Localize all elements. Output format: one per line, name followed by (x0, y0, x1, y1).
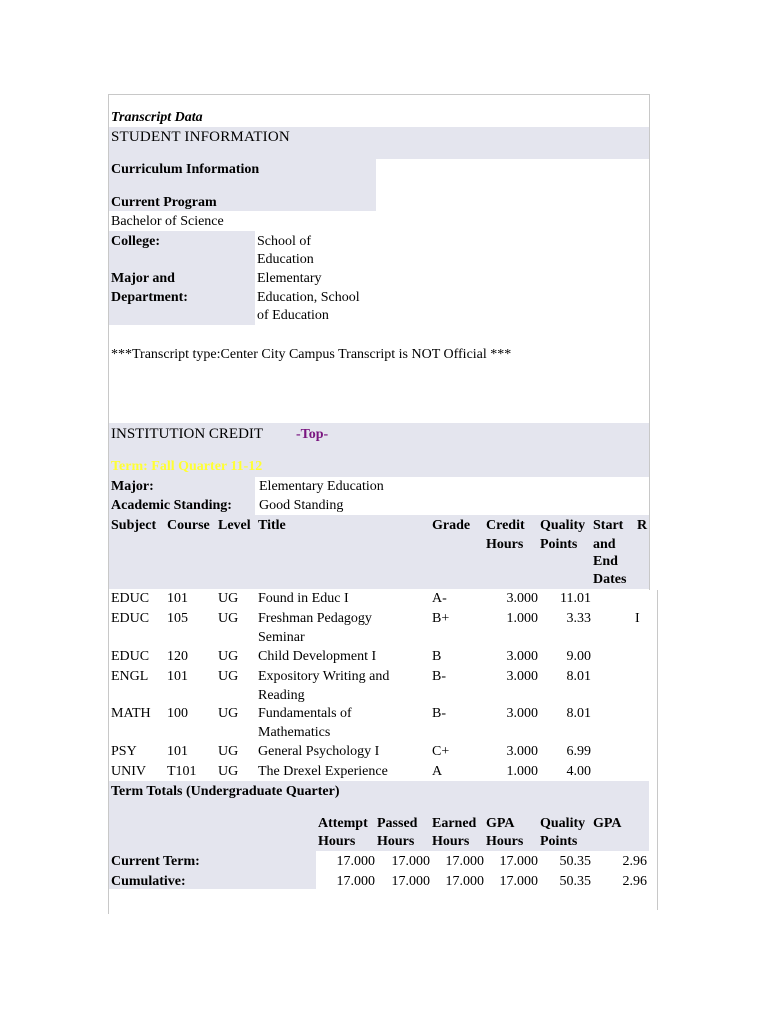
student-info-label: STUDENT INFORMATION (111, 129, 290, 145)
cell-title: Expository Writing and (258, 669, 390, 684)
col-quality-line2: Points (540, 537, 578, 552)
totals-col-quality-1: Quality (540, 816, 586, 831)
cell-title: The Drexel Experience (258, 764, 388, 779)
totals-col-attempt-2: Hours (318, 834, 356, 849)
cell-gpa: 2.96 (622, 874, 647, 889)
cell-credit: 3.000 (506, 669, 538, 684)
cell-course: T101 (167, 764, 197, 779)
cell-points: 3.33 (566, 611, 591, 626)
col-course: Course (167, 518, 210, 533)
cell-course: 101 (167, 744, 188, 759)
col-subject: Subject (111, 518, 157, 533)
cell-grade: B- (432, 706, 446, 721)
page-title: Transcript Data (111, 110, 203, 125)
cell-level: UG (218, 706, 239, 721)
totals-heading: Term Totals (Undergraduate Quarter) (111, 784, 340, 799)
col-level: Level (218, 518, 251, 533)
cell-subject: EDUC (111, 611, 150, 626)
major-value-line1: Elementary (257, 271, 322, 286)
term-major-value: Elementary Education (259, 479, 384, 494)
totals-row-label: Cumulative: (111, 874, 186, 889)
college-value-line1: School of (257, 234, 312, 249)
cell-points: 9.00 (566, 649, 591, 664)
cell-subject: UNIV (111, 764, 146, 779)
cell-level: UG (218, 744, 239, 759)
cell-points: 11.01 (560, 591, 591, 606)
cell-quality-points: 50.35 (559, 854, 591, 869)
col-credit-line1: Credit (486, 518, 525, 533)
cell-subject: EDUC (111, 649, 150, 664)
col-credit-line2: Hours (486, 537, 524, 552)
col-quality-line1: Quality (540, 518, 586, 533)
cell-title: Child Development I (258, 649, 377, 664)
program-value: Bachelor of Science (111, 214, 224, 229)
cell-subject: MATH (111, 706, 151, 721)
cell-course: 105 (167, 611, 188, 626)
totals-col-passed-1: Passed (377, 816, 418, 831)
cell-course: 101 (167, 669, 188, 684)
cell-credit: 3.000 (506, 744, 538, 759)
totals-col-gpahours-1: GPA (486, 816, 515, 831)
cell-credit: 3.000 (506, 591, 538, 606)
cell-attempt: 17.000 (336, 874, 375, 889)
college-value-line2: Education (257, 252, 314, 267)
institution-credit-label: INSTITUTION CREDIT (111, 426, 264, 442)
major-label-line2: Department: (111, 290, 188, 305)
cell-r: I (635, 611, 640, 626)
cell-attempt: 17.000 (336, 854, 375, 869)
major-value-line2: Education, School (257, 290, 360, 305)
cell-grade: B- (432, 669, 446, 684)
cell-title-line2: Reading (258, 688, 305, 703)
cell-credit: 1.000 (506, 611, 538, 626)
cell-points: 4.00 (566, 764, 591, 779)
cell-subject: EDUC (111, 591, 150, 606)
cell-passed: 17.000 (391, 854, 430, 869)
totals-col-earned-1: Earned (432, 816, 477, 831)
cell-earned: 17.000 (445, 874, 484, 889)
totals-col-quality-2: Points (540, 834, 578, 849)
cell-gpa: 2.96 (622, 854, 647, 869)
col-dates-line4: Dates (593, 572, 627, 587)
totals-row-label: Current Term: (111, 854, 200, 869)
cell-grade: B+ (432, 611, 450, 626)
frame-right-border-lower (657, 590, 658, 910)
cell-level: UG (218, 764, 239, 779)
frame-right-border (649, 94, 650, 590)
col-dates-line2: and (593, 537, 616, 552)
cell-grade: A- (432, 591, 447, 606)
cell-gpa-hours: 17.000 (499, 854, 538, 869)
cell-subject: ENGL (111, 669, 149, 684)
cell-title: Fundamentals of (258, 706, 352, 721)
cell-points: 6.99 (566, 744, 591, 759)
cell-points: 8.01 (566, 669, 591, 684)
cell-grade: C+ (432, 744, 450, 759)
cell-title: Freshman Pedagogy (258, 611, 372, 626)
academic-standing-value: Good Standing (259, 498, 344, 513)
cell-earned: 17.000 (445, 854, 484, 869)
col-title: Title (258, 518, 286, 533)
major-value-line3: of Education (257, 308, 329, 323)
cell-title-line2: Mathematics (258, 725, 331, 740)
col-dates-line1: Start (593, 518, 624, 533)
cell-title: General Psychology I (258, 744, 380, 759)
cell-title: Found in Educ I (258, 591, 349, 606)
cell-course: 120 (167, 649, 188, 664)
major-label-line1: Major and (111, 271, 175, 286)
cell-level: UG (218, 669, 239, 684)
col-r: R (637, 518, 648, 533)
cell-grade: B (432, 649, 442, 664)
frame-top-border (108, 94, 649, 95)
cell-credit: 3.000 (506, 706, 538, 721)
cell-level: UG (218, 591, 239, 606)
cell-title-line2: Seminar (258, 630, 305, 645)
cell-gpa-hours: 17.000 (499, 874, 538, 889)
cell-credit: 1.000 (506, 764, 538, 779)
col-grade: Grade (432, 518, 471, 533)
cell-level: UG (218, 649, 239, 664)
cell-quality-points: 50.35 (559, 874, 591, 889)
cell-course: 100 (167, 706, 188, 721)
cell-level: UG (218, 611, 239, 626)
totals-col-gpa: GPA (593, 816, 622, 831)
college-label: College: (111, 234, 160, 249)
term-title: Term: Fall Quarter 11-12 (111, 459, 263, 474)
cell-points: 8.01 (566, 706, 591, 721)
cell-subject: PSY (111, 744, 137, 759)
cell-course: 101 (167, 591, 188, 606)
totals-col-attempt-1: Attempt (318, 816, 368, 831)
curriculum-heading: Curriculum Information (111, 162, 260, 177)
totals-col-gpahours-2: Hours (486, 834, 524, 849)
col-dates-line3: End (593, 554, 618, 569)
totals-col-passed-2: Hours (377, 834, 415, 849)
cell-grade: A (432, 764, 443, 779)
cell-passed: 17.000 (391, 874, 430, 889)
totals-col-earned-2: Hours (432, 834, 470, 849)
academic-standing-label: Academic Standing: (111, 498, 232, 513)
cell-credit: 3.000 (506, 649, 538, 664)
transcript-note: ***Transcript type:Center City Campus Transcript is NOT Official *** (111, 347, 512, 362)
term-major-label: Major: (111, 479, 154, 494)
current-program-label: Current Program (111, 195, 217, 210)
top-link[interactable]: -Top- (296, 427, 329, 442)
